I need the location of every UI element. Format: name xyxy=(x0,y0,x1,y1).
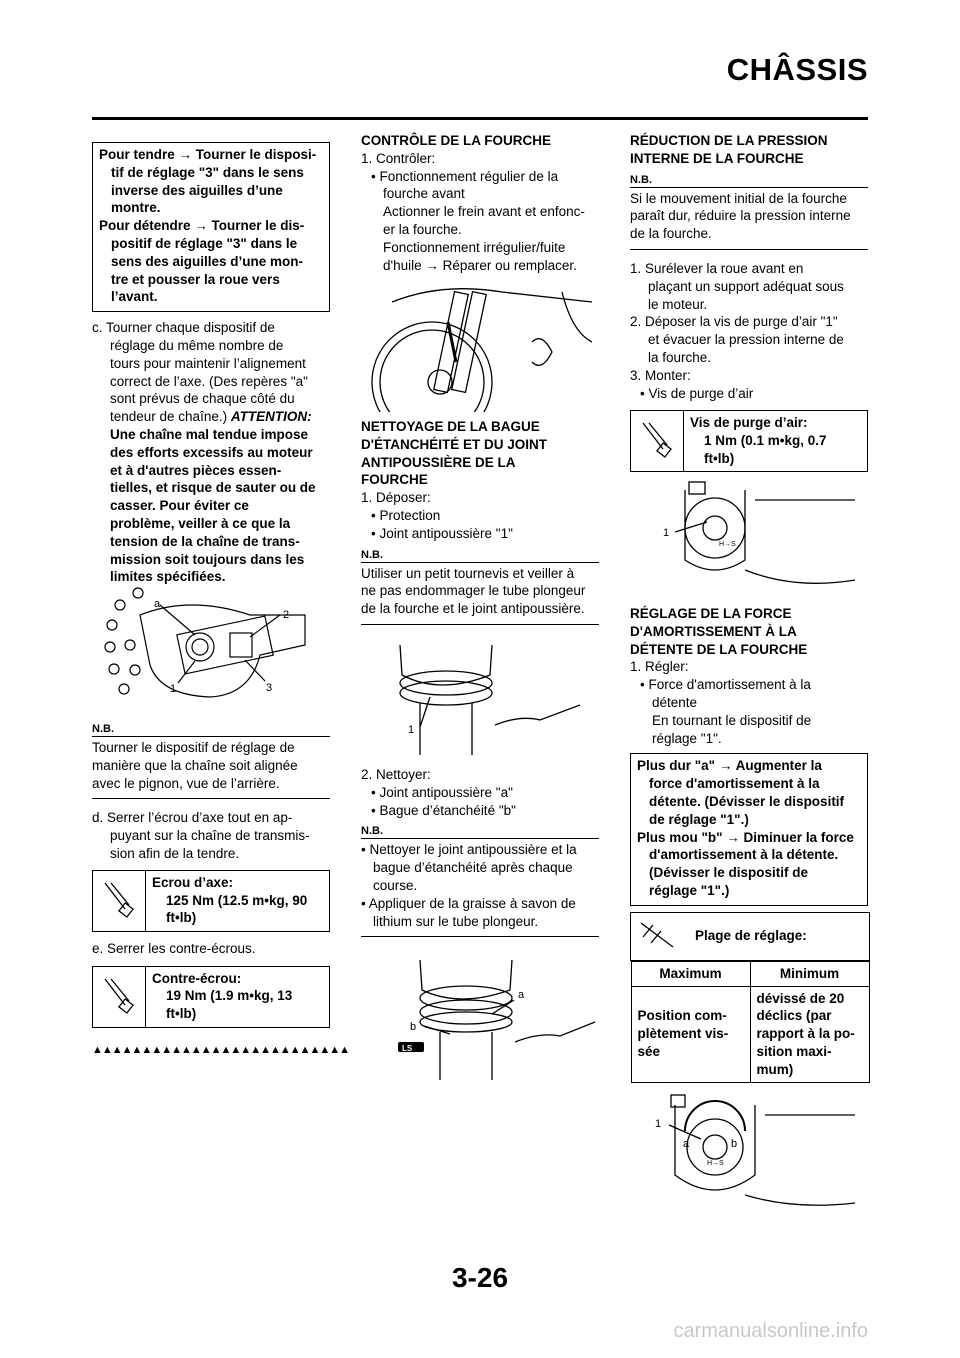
attention-label: ATTENTION: xyxy=(230,409,312,425)
spec-title: Contre-écrou: xyxy=(152,970,242,986)
box-line: Plus mou "b" → Diminuer la force xyxy=(637,829,854,845)
box-line: tif de réglage "3" dans le sens xyxy=(111,164,304,180)
text-line: • Vis de purge d’air xyxy=(640,385,754,401)
text-line: 1. Contrôler: xyxy=(361,150,436,166)
section-heading: CONTRÔLE DE LA FOURCHE xyxy=(361,133,551,148)
text-line: réglage du même nombre de xyxy=(110,337,284,353)
text-line: 3. Monter: xyxy=(630,367,691,383)
nb-line: Utiliser un petit tournevis et veiller à xyxy=(361,565,575,581)
column-2 xyxy=(361,132,599,274)
text-line: le moteur. xyxy=(648,296,708,312)
nb-line: avec le pignon, vue de l’arrière. xyxy=(92,775,280,791)
section-heading: RÉDUCTION DE LA PRESSION xyxy=(630,133,828,148)
box-line: l’avant. xyxy=(111,289,158,305)
range-min-value: dévissé de 20 déclics (par rapport à la po- sition maxi- mum) xyxy=(750,986,869,1082)
attention-line: mission soit toujours dans les xyxy=(110,551,305,567)
nb-line: course. xyxy=(373,877,418,893)
nb-line: bague d’étanchéité après chaque xyxy=(373,860,573,876)
nb-end-rule xyxy=(361,936,599,937)
fig-label: 1 xyxy=(663,527,670,539)
box-line: Plus dur "a" → Augmenter la xyxy=(637,758,822,774)
fig-label: 1 xyxy=(170,683,177,695)
range-header: Maximum xyxy=(631,961,750,986)
caliper-icon xyxy=(631,912,690,960)
text-line: • Bague d’étanchéité "b" xyxy=(371,802,516,818)
fig-label: a xyxy=(683,1138,690,1150)
column-3-mid xyxy=(630,605,868,1083)
fig-label: H→S xyxy=(707,1160,724,1167)
air-bleed-figure xyxy=(645,470,865,600)
step-c xyxy=(92,319,330,586)
air-bleed-screw-spec xyxy=(630,410,868,472)
fig-label: b xyxy=(731,1138,738,1150)
nb-label: N.B. xyxy=(361,549,599,563)
adjustment-range-table xyxy=(630,912,870,1083)
axle-nut-spec xyxy=(92,870,330,932)
attention-line: casser. Pour éviter ce xyxy=(110,498,249,514)
box-line: positif de réglage "3" dans le xyxy=(111,235,298,251)
text-line: d. Serrer l’écrou d’axe tout en ap- xyxy=(92,810,293,826)
attention-line: Une chaîne mal tendue impose xyxy=(110,426,309,442)
section-heading: DÉTENTE DE LA FOURCHE xyxy=(630,641,808,657)
torque-wrench-icon xyxy=(93,967,146,1027)
section-end-triangles: ▲▲▲▲▲▲▲▲▲▲▲▲▲▲▲▲▲▲▲▲▲▲▲▲▲▲ xyxy=(92,1043,350,1056)
attention-line: problème, veiller à ce que la xyxy=(110,515,291,531)
fig-label: 2 xyxy=(283,609,290,621)
nb-line: Tourner le dispositif de réglage de xyxy=(92,740,295,755)
spec-title: Ecrou d’axe: xyxy=(152,874,234,890)
page-title: CHÂSSIS xyxy=(726,52,868,87)
spec-value: ft•lb) xyxy=(166,910,197,926)
text-line: sion afin de la tendre. xyxy=(110,845,240,861)
torque-wrench-icon xyxy=(93,871,146,931)
box-line: d'amortissement à la détente. xyxy=(649,847,839,863)
text-line: • Joint antipoussière "a" xyxy=(371,784,513,800)
oil-seal-figure xyxy=(380,950,600,1080)
fig-label: 1 xyxy=(408,724,415,736)
nb-line: • Appliquer de la graisse à savon de xyxy=(361,895,576,911)
text-line: puyant sur la chaîne de transmis- xyxy=(110,828,310,844)
nb-line: manière que la chaîne soit alignée xyxy=(92,757,298,773)
box-line: de réglage "1".) xyxy=(649,811,749,827)
fig-label: LS xyxy=(402,1044,413,1053)
spec-value: ft•lb) xyxy=(166,1006,197,1022)
nb-label: N.B. xyxy=(92,723,330,737)
box-line: réglage "1".) xyxy=(649,882,730,898)
text-line: détente xyxy=(652,694,698,710)
box-line: sens des aiguilles d’une mon- xyxy=(111,253,304,269)
text-line: er la fourche. xyxy=(383,221,462,237)
spec-value: 1 Nm (0.1 m•kg, 0.7 xyxy=(704,433,827,449)
box-line: Pour tendre → Tourner le disposi- xyxy=(99,147,317,162)
text-line: la fourche. xyxy=(648,349,712,365)
box-line: (Dévisser le dispositif de xyxy=(649,865,809,881)
text-line: • Joint antipoussière "1" xyxy=(371,525,513,541)
attention-line: limites spécifiées. xyxy=(110,569,226,585)
dust-seal-figure xyxy=(380,635,590,755)
nb-line: de la fourche et le joint antipoussière. xyxy=(361,601,585,617)
text-line: d'huile → Réparer ou remplacer. xyxy=(383,257,577,273)
box-line: tre et pousser la roue vers xyxy=(111,271,280,287)
text-line: tendeur de chaîne.) xyxy=(110,409,228,425)
box-line: montre. xyxy=(111,200,161,216)
tension-box xyxy=(92,142,330,312)
front-fork-figure xyxy=(362,272,598,412)
rebound-adjuster-figure xyxy=(645,1085,865,1215)
range-title: Plage de réglage: xyxy=(689,912,870,960)
attention-line: tension de la chaîne de trans- xyxy=(110,533,300,549)
range-header: Minimum xyxy=(750,961,869,986)
text-line: réglage "1". xyxy=(652,730,722,746)
text-line: 2. Déposer la vis de purge d’air "1" xyxy=(630,314,838,330)
text-line: 1. Déposer: xyxy=(361,490,431,506)
nb-line: de la fourche. xyxy=(630,226,712,242)
section-heading: D'ÉTANCHÉITÉ ET DU JOINT xyxy=(361,436,547,452)
section-heading: D'AMORTISSEMENT À LA xyxy=(630,623,797,639)
text-line: • Force d'amortissement à la xyxy=(640,677,811,693)
nb-line: ne pas endommager le tube plongeur xyxy=(361,583,586,599)
column-2-mid xyxy=(361,418,599,625)
fig-label: a xyxy=(518,989,525,1001)
nb-end-rule xyxy=(630,249,868,250)
text-line: fourche avant xyxy=(383,186,465,202)
locknut-spec xyxy=(92,966,330,1028)
fig-label: 3 xyxy=(266,682,273,694)
box-line: inverse des aiguilles d’une xyxy=(111,182,283,198)
nb-line: Si le mouvement initial de la fourche xyxy=(630,190,847,206)
rebound-box xyxy=(630,753,868,905)
box-line: Pour détendre → Tourner le dis- xyxy=(99,218,305,234)
header-rule xyxy=(92,117,868,120)
torque-wrench-icon xyxy=(631,411,684,471)
text-line: Actionner le frein avant et enfonc- xyxy=(383,204,585,220)
box-line: détente. (Dévisser le dispositif xyxy=(649,793,845,809)
nb-label: N.B. xyxy=(361,825,599,839)
range-max-value: Position com- plètement vis- sée xyxy=(631,986,750,1082)
spec-value: 125 Nm (12.5 m•kg, 90 xyxy=(166,892,308,908)
text-line: e. Serrer les contre-écrous. xyxy=(92,940,256,956)
nb-line: paraît dur, réduire la pression interne xyxy=(630,208,851,224)
attention-line: tielles, et risque de sauter ou de xyxy=(110,480,316,496)
text-line: 2. Nettoyer: xyxy=(361,767,431,782)
attention-line: des efforts excessifs au moteur xyxy=(110,444,313,460)
spec-value: ft•lb) xyxy=(704,450,735,466)
text-line: 1. Surélever la roue avant en xyxy=(630,260,804,276)
text-line: plaçant un support adéquat sous xyxy=(648,278,844,294)
watermark: carmanualsonline.info xyxy=(673,1320,868,1342)
attention-line: et à d'autres pièces essen- xyxy=(110,462,282,478)
nb-end-rule xyxy=(92,798,330,799)
column-3 xyxy=(630,132,868,472)
section-heading: FOURCHE xyxy=(361,472,428,488)
fig-label: a xyxy=(154,598,161,610)
chain-adjuster-figure xyxy=(100,585,310,715)
column-1-lower xyxy=(92,723,350,1059)
fig-label: b xyxy=(410,1021,417,1033)
column-2-lower xyxy=(361,766,599,937)
text-line: • Protection xyxy=(371,507,441,523)
text-line: Fonctionnement irrégulier/fuite xyxy=(383,239,566,255)
section-heading: NETTOYAGE DE LA BAGUE xyxy=(361,419,540,434)
text-line: correct de l’axe. (Des repères "a" xyxy=(110,373,308,389)
spec-value: 19 Nm (1.9 m•kg, 13 xyxy=(166,988,293,1004)
text-line: c. Tourner chaque dispositif de xyxy=(92,320,275,336)
spec-title: Vis de purge d’air: xyxy=(690,415,808,431)
nb-line: lithium sur le tube plongeur. xyxy=(373,913,539,929)
text-line: et évacuer la pression interne de xyxy=(648,332,844,348)
section-heading: RÉGLAGE DE LA FORCE xyxy=(630,606,792,621)
section-heading: ANTIPOUSSIÈRE DE LA xyxy=(361,454,516,470)
section-heading: INTERNE DE LA FOURCHE xyxy=(630,150,804,166)
page-number: 3-26 xyxy=(451,1262,509,1293)
text-line: • Fonctionnement régulier de la xyxy=(371,168,559,184)
box-line: force d'amortissement à la xyxy=(649,776,820,792)
fig-label: 1 xyxy=(655,1118,662,1130)
text-line: En tournant le dispositif de xyxy=(652,712,812,728)
nb-line: • Nettoyer le joint antipoussière et la xyxy=(361,842,577,858)
fig-label: H→S xyxy=(719,541,736,548)
column-1 xyxy=(92,142,330,586)
nb-end-rule xyxy=(361,624,599,625)
text-line: tours pour maintenir l’alignement xyxy=(110,355,306,371)
text-line: 1. Régler: xyxy=(630,659,689,675)
text-line: sont prévus de chaque côté du xyxy=(110,391,295,407)
nb-label: N.B. xyxy=(630,174,868,188)
